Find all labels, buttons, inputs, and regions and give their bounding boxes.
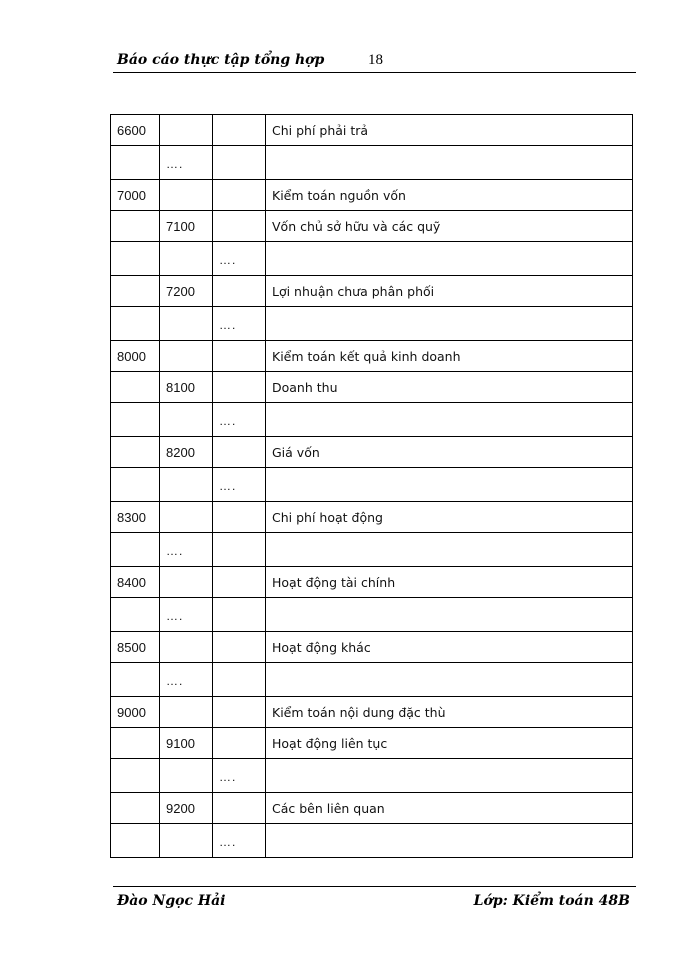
description-cell: Các bên liên quan [266,793,633,824]
table-row [111,697,633,728]
code-level-2-cell [160,632,213,663]
code-level-1-cell: 8400 [111,567,160,598]
code-level-3-cell [213,146,266,180]
code-level-2-cell [160,468,213,502]
code-level-1-cell [111,468,160,502]
footer-author: Đào Ngọc Hải [117,893,226,909]
header-rule [113,72,636,73]
code-level-1-cell [111,824,160,858]
code-level-1-cell: 6600 [111,115,160,146]
code-level-2-cell: 9100 [160,728,213,759]
code-level-1-cell [111,437,160,468]
description-cell: Hoạt động liên tục [266,728,633,759]
code-level-3-cell: …. [213,759,266,793]
description-cell: Chi phí phải trả [266,115,633,146]
audit-code-table [110,114,633,858]
table-row [111,341,633,372]
description-cell: Vốn chủ sở hữu và các quỹ [266,211,633,242]
code-level-3-cell [213,502,266,533]
code-level-1-cell [111,663,160,697]
code-level-2-cell: …. [160,598,213,632]
code-level-2-cell [160,502,213,533]
table-row [111,242,633,276]
code-level-2-cell [160,341,213,372]
table-row [111,663,633,697]
code-level-3-cell [213,697,266,728]
table-row [111,824,633,858]
code-level-1-cell [111,533,160,567]
code-level-1-cell [111,793,160,824]
description-cell: Hoạt động tài chính [266,567,633,598]
code-level-2-cell [160,403,213,437]
code-level-2-cell: 8100 [160,372,213,403]
code-level-2-cell [160,759,213,793]
code-level-2-cell [160,307,213,341]
code-level-1-cell: 9000 [111,697,160,728]
code-level-2-cell: …. [160,533,213,567]
table-row [111,632,633,663]
code-level-3-cell [213,437,266,468]
page-number: 18 [368,52,383,68]
code-level-3-cell [213,793,266,824]
code-level-2-cell [160,115,213,146]
code-level-1-cell: 8500 [111,632,160,663]
description-cell [266,242,633,276]
code-level-3-cell [213,211,266,242]
code-level-3-cell [213,276,266,307]
description-cell: Kiểm toán nguồn vốn [266,180,633,211]
code-level-1-cell: 8000 [111,341,160,372]
code-level-1-cell: 8300 [111,502,160,533]
code-level-1-cell [111,759,160,793]
table-row [111,759,633,793]
code-level-3-cell [213,372,266,403]
table-row [111,372,633,403]
table-row [111,502,633,533]
description-cell [266,468,633,502]
code-level-1-cell [111,307,160,341]
description-cell: Doanh thu [266,372,633,403]
code-level-1-cell [111,728,160,759]
footer-rule [113,886,636,887]
code-level-3-cell [213,180,266,211]
table-row [111,307,633,341]
code-level-1-cell [111,403,160,437]
code-level-3-cell: …. [213,307,266,341]
code-level-3-cell [213,115,266,146]
description-cell [266,403,633,437]
header-title: Báo cáo thực tập tổng hợp [117,52,325,68]
code-level-1-cell [111,146,160,180]
description-cell: Chi phí hoạt động [266,502,633,533]
table-row [111,276,633,307]
description-cell [266,598,633,632]
code-level-2-cell: …. [160,146,213,180]
description-cell [266,533,633,567]
table-row [111,598,633,632]
code-level-3-cell [213,632,266,663]
code-level-3-cell [213,728,266,759]
code-level-2-cell [160,824,213,858]
table-row [111,146,633,180]
code-level-3-cell [213,341,266,372]
table-row [111,437,633,468]
code-level-2-cell [160,697,213,728]
code-level-3-cell: …. [213,403,266,437]
table-row [111,403,633,437]
audit-table-body [111,115,633,858]
table-row [111,211,633,242]
code-level-2-cell: …. [160,663,213,697]
code-level-2-cell: 9200 [160,793,213,824]
code-level-3-cell: …. [213,468,266,502]
description-cell [266,146,633,180]
description-cell: Giá vốn [266,437,633,468]
table-row [111,728,633,759]
code-level-2-cell: 7100 [160,211,213,242]
footer-class: Lớp: Kiểm toán 48B [473,893,630,909]
code-level-1-cell [111,372,160,403]
code-level-2-cell [160,567,213,598]
description-cell: Kiểm toán kết quả kinh doanh [266,341,633,372]
table-row [111,567,633,598]
code-level-1-cell [111,211,160,242]
code-level-2-cell: 7200 [160,276,213,307]
table-row [111,180,633,211]
description-cell [266,824,633,858]
description-cell: Hoạt động khác [266,632,633,663]
description-cell: Kiểm toán nội dung đặc thù [266,697,633,728]
code-level-2-cell [160,242,213,276]
table-row [111,468,633,502]
code-level-1-cell [111,598,160,632]
code-level-3-cell: …. [213,824,266,858]
description-cell [266,759,633,793]
code-level-3-cell [213,533,266,567]
code-level-2-cell [160,180,213,211]
code-level-1-cell: 7000 [111,180,160,211]
table-row [111,533,633,567]
code-level-3-cell [213,663,266,697]
description-cell: Lợi nhuận chưa phân phối [266,276,633,307]
table-row [111,793,633,824]
code-level-1-cell [111,242,160,276]
description-cell [266,307,633,341]
code-level-1-cell [111,276,160,307]
code-level-3-cell: …. [213,242,266,276]
code-level-3-cell [213,567,266,598]
code-level-3-cell [213,598,266,632]
code-level-2-cell: 8200 [160,437,213,468]
description-cell [266,663,633,697]
table-row [111,115,633,146]
